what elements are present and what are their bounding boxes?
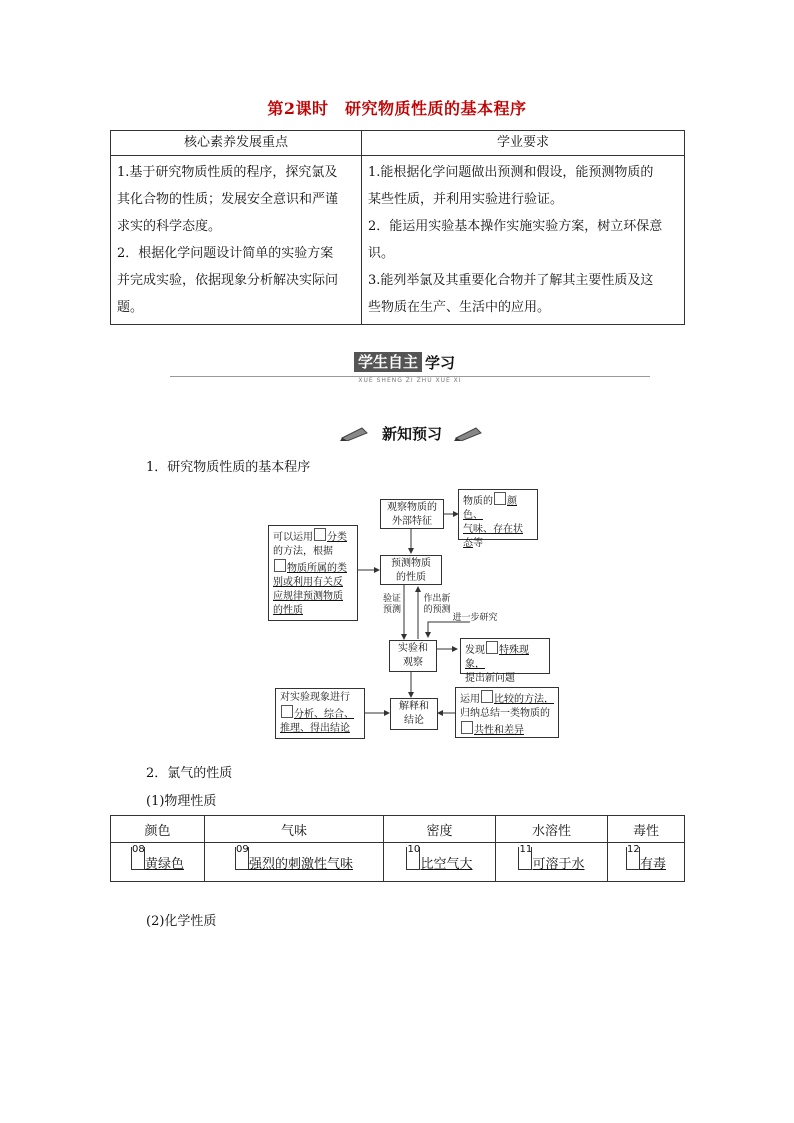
header-core-literacy: 核心素养发展重点 xyxy=(111,131,362,156)
answer-text: 共性和差异 xyxy=(474,725,524,736)
banner-dark-text: 学生自主 xyxy=(354,352,422,372)
text-line: 题。 xyxy=(117,300,144,315)
answer-number: 12 xyxy=(626,843,640,855)
answer-text: 有毒 xyxy=(639,856,666,872)
answer-text: 物质所属的类 xyxy=(287,563,347,574)
banner-pinyin: XUE SHENG ZI ZHU XUE XI xyxy=(358,377,462,384)
text-line: 些物质在生产、生活中的应用。 xyxy=(368,300,551,315)
label-text: 预测 xyxy=(382,605,401,615)
box-predict-note xyxy=(268,525,358,621)
cell-odor xyxy=(205,843,384,882)
box-text: 等 xyxy=(473,538,483,549)
box-text: 预测物质 xyxy=(391,558,431,569)
label-further-research: 进一步研究 xyxy=(452,613,498,623)
header-color: 颜色 xyxy=(111,816,205,843)
box-experiment xyxy=(389,640,437,672)
box-experiment-note xyxy=(460,638,550,684)
box-text: 物质的 xyxy=(463,496,493,507)
box-text: 发现 xyxy=(465,645,485,656)
answer-marker xyxy=(314,528,326,541)
box-predict xyxy=(380,555,442,585)
text-line: 1.基于研究物质性质的程序，探究氯及 xyxy=(117,165,338,180)
box-text: 的方法，根据 xyxy=(273,546,333,557)
label-text: 作出新 xyxy=(423,594,451,604)
text-line: 某些性质，并利用实验进行验证。 xyxy=(368,192,564,207)
answer-number: 08 xyxy=(131,843,145,855)
box-text: 的性质 xyxy=(396,572,426,583)
answer-text: 应规律预测物质 xyxy=(273,591,343,602)
answer-text: 的性质 xyxy=(273,605,303,616)
cell-solubility xyxy=(496,843,608,882)
text-line: 2．根据化学问题设计简单的实验方案 xyxy=(117,246,334,261)
answer-text: 黄绿色 xyxy=(144,856,184,872)
box-observe-note xyxy=(458,489,538,549)
cell-color xyxy=(111,843,205,882)
label-text: 的预测 xyxy=(423,605,451,615)
box-explain xyxy=(390,698,438,730)
cell-toxicity xyxy=(608,843,685,882)
box-analysis-note xyxy=(275,688,365,739)
physical-properties-table xyxy=(110,815,685,882)
answer-blank xyxy=(131,843,184,872)
answer-blank xyxy=(518,843,585,872)
header-odor: 气味 xyxy=(205,816,384,843)
answer-text: 颜色、 xyxy=(463,496,517,521)
answer-text: 比较的方法， xyxy=(494,694,554,705)
answer-blank xyxy=(235,843,353,872)
page-title: 第2课时 研究物质性质的基本程序 xyxy=(267,99,527,118)
answer-marker xyxy=(481,690,493,703)
box-text: 观察 xyxy=(403,657,423,668)
section-1-heading: 1．研究物质性质的基本程序 xyxy=(146,460,311,475)
box-text: 归纳总结一类物质的 xyxy=(460,708,550,719)
header-solubility: 水溶性 xyxy=(496,816,608,843)
box-text: 结论 xyxy=(404,715,424,726)
physical-properties-heading: (1)物理性质 xyxy=(146,794,217,809)
answer-text: 别或利用有关反 xyxy=(273,577,343,588)
box-text: 外部特征 xyxy=(392,516,432,527)
answer-text: 态 xyxy=(463,538,473,549)
header-learning-requirements: 学业要求 xyxy=(362,131,685,156)
answer-text: 可溶于水 xyxy=(532,856,585,872)
box-text: 观察物质的 xyxy=(387,502,437,513)
box-compare-note xyxy=(455,687,559,738)
label-text: 验证 xyxy=(382,594,401,604)
answer-text: 强烈的刺激性气味 xyxy=(248,856,353,872)
answer-text: 分析、综合、 xyxy=(294,709,354,720)
box-text: 对实验现象进行 xyxy=(280,692,350,703)
header-toxicity: 毒性 xyxy=(608,816,685,843)
answer-marker xyxy=(281,705,293,718)
box-text: 解释和 xyxy=(399,701,429,712)
section-2-heading: 2．氯气的性质 xyxy=(146,766,233,781)
answer-blank xyxy=(626,843,666,872)
answer-text: 气味、存在状 xyxy=(463,524,523,535)
text-line: 求实的科学态度。 xyxy=(117,219,222,234)
box-text: 可以运用 xyxy=(273,532,313,543)
text-line: 识。 xyxy=(368,246,395,261)
text-line: 其化合物的性质；发展安全意识和严谨 xyxy=(117,192,339,207)
answer-marker xyxy=(486,641,498,654)
answer-number: 09 xyxy=(235,843,249,855)
sub-banner-text: 新知预习 xyxy=(381,424,442,443)
answer-text: 推理、得出结论 xyxy=(280,723,350,734)
answer-marker xyxy=(461,721,473,734)
answer-marker xyxy=(274,559,286,572)
arrow-further-research xyxy=(428,622,470,637)
answer-marker xyxy=(494,492,506,505)
answer-number: 11 xyxy=(519,843,533,855)
cell-density xyxy=(384,843,496,882)
box-text: 实验和 xyxy=(398,643,428,654)
answer-text: 特殊现象， xyxy=(465,645,529,670)
text-line: 1.能根据化学问题做出预测和假设，能预测物质的 xyxy=(368,165,654,180)
text-line: 3.能列举氯及其重要化合物并了解其主要性质及这 xyxy=(368,273,654,288)
label-verify xyxy=(381,594,403,616)
answer-text: 比空气大 xyxy=(420,856,473,872)
answer-text: 分类 xyxy=(327,532,347,543)
answer-number: 10 xyxy=(407,843,421,855)
text-line: 2．能运用实验基本操作实施实验方案，树立环保意 xyxy=(368,219,663,234)
box-text: 运用 xyxy=(460,694,480,705)
text-line: 并完成实验，依据现象分析解决实际问 xyxy=(117,273,339,288)
box-observe xyxy=(380,499,444,529)
box-text: 提出新问题 xyxy=(465,673,515,684)
chemical-properties-heading: (2)化学性质 xyxy=(146,914,217,929)
header-density: 密度 xyxy=(384,816,496,843)
answer-blank xyxy=(406,843,473,872)
banner-light-text: 学习 xyxy=(425,353,456,372)
